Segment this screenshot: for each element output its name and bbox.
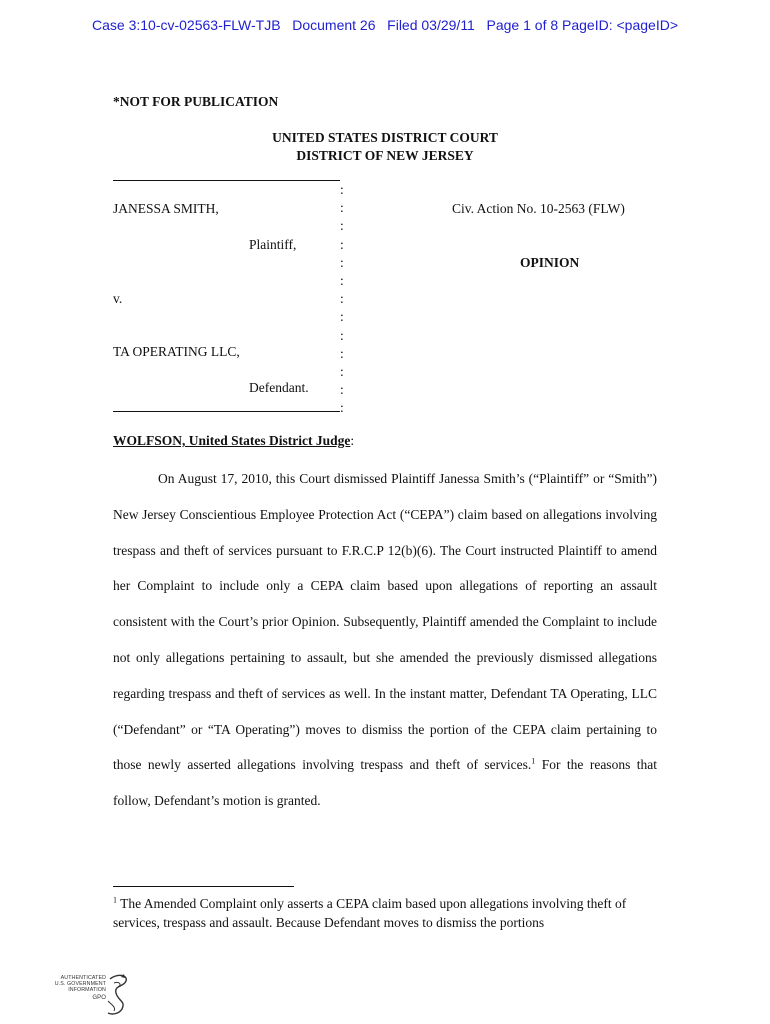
plaintiff-name: JANESSA SMITH, [113,201,219,216]
judge-colon: : [350,433,355,448]
civil-action-number: Civ. Action No. 10-2563 (FLW) [452,201,625,216]
paragraph-text: On August 17, 2010, this Court dismissed Plaintiff Janessa Smith’s (“Plaintiff” or “Smith”) New Jersey Conscientious Employee Protection Act (“CEPA”) claim based on allegations involving trespass and theft of services pursuant to F.R.C.P 12(b)(6). The Court instructed Plaintiff to amend her Complaint to include only a CEPA claim based upon allegations of reporting an assault consistent with the Court’s prior Opinion. Subsequently, Plaintiff amended the Complaint to include not only allegations pertaining to assault, but she amended the previously dismissed allegations regarding trespass and theft of services as well. In the instant matter, Defendant TA Operating, LLC (“Defendant” or “TA Operating”) moves to dismiss the portion of the CEPA claim pertaining to those newly asserted allegations involving trespass and theft of services. [113,471,657,773]
caption-colon-column: : : : : : : : : : : : : : [340,182,344,416]
eagle-icon [44,971,134,1017]
court-district: DISTRICT OF NEW JERSEY [296,148,474,163]
gpo-authentication-seal [44,971,134,1017]
footnote-reference: 1 [531,756,536,766]
footnote [113,894,658,932]
footnote-text: The Amended Complaint only asserts a CEPA claim based upon allegations involving theft of services, trespass and assault. Because Defendant moves to dismiss the portions [113,896,627,930]
footnote-separator [113,886,294,887]
plaintiff-role: Plaintiff, [249,237,297,252]
defendant-role: Defendant. [249,380,309,395]
footnote-number: 1 [113,895,117,905]
opinion-body [113,461,657,819]
case-header: Case 3:10-cv-02563-FLW-TJB Document 26 Filed 03/29/11 Page 1 of 8 PageID: <pageID> [92,17,678,33]
publication-notice: *NOT FOR PUBLICATION [113,94,279,109]
conclusion-text: For the reasons that follow, Defendant’s motion is granted. [113,757,658,809]
caption-bottom-rule [113,411,340,412]
judge-name: WOLFSON, United States District Judge [113,433,351,448]
opinion-paragraph [113,461,657,819]
caption-top-rule [113,180,340,181]
document-type: OPINION [520,255,580,270]
versus: v. [113,291,123,306]
judge-line [113,433,354,449]
court-name: UNITED STATES DISTRICT COURT [272,130,498,145]
gpo-seal-text: AUTHENTICATED U.S. GOVERNMENT INFORMATION GPO [54,975,106,1001]
defendant-name: TA OPERATING LLC, [113,344,240,359]
